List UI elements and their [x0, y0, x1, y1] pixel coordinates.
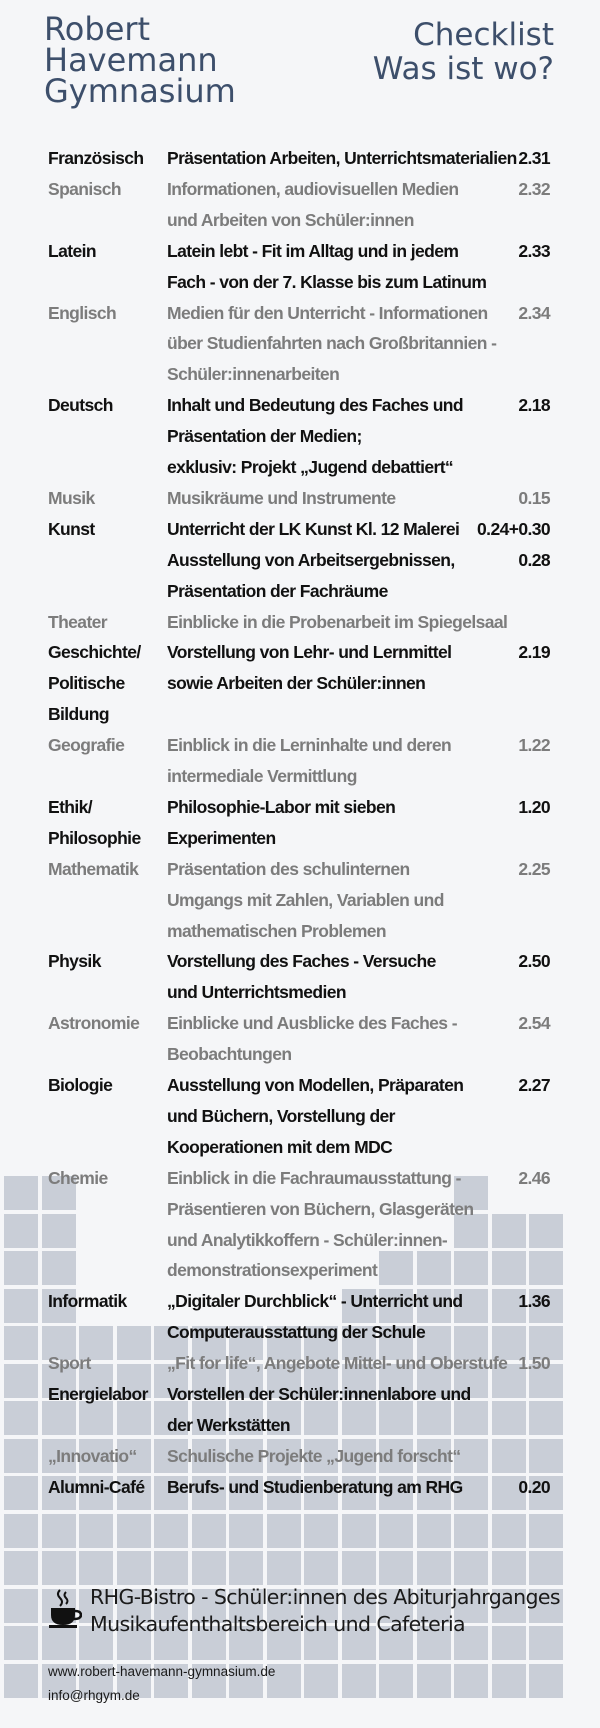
grid-square [417, 1664, 451, 1698]
room-cell: 1.22 [518, 735, 550, 756]
room-cell: 0.28 [518, 549, 550, 570]
table-row [0, 546, 600, 574]
description-cell: Medien für den Unterricht - Informationen [167, 302, 488, 323]
room-cell: 2.54 [518, 1013, 550, 1034]
table-row [0, 360, 600, 388]
grid-square [417, 1514, 451, 1548]
grid-square [229, 1551, 263, 1585]
room-cell: 0.20 [518, 1476, 550, 1497]
grid-square [454, 1551, 488, 1585]
grid-square [229, 1514, 263, 1548]
grid-square [117, 1551, 151, 1585]
room-cell: 0.15 [518, 487, 550, 508]
table-row [0, 329, 600, 357]
grid-square [42, 1626, 76, 1660]
description-cell: Vorstellen der Schüler:innenlabore und [167, 1384, 471, 1404]
grid-square [267, 1551, 301, 1585]
description-cell: Schulische Projekte „Jugend forscht“ [167, 1445, 461, 1466]
table-row [0, 268, 600, 296]
room-cell: 1.20 [518, 796, 550, 817]
grid-square [192, 1551, 226, 1585]
grid-square [4, 1626, 38, 1660]
grid-square [267, 1514, 301, 1548]
subject-cell: „Innovatio“ [48, 1445, 137, 1466]
table-row [0, 1287, 600, 1315]
grid-square [492, 1551, 526, 1585]
table-row [0, 206, 600, 234]
description-cell: Vorstellung des Faches - Versuche [167, 951, 436, 972]
table-row [0, 793, 600, 821]
grid-square [304, 1551, 338, 1585]
grid-square [342, 1551, 376, 1585]
description-cell: „Digitaler Durchblick“ - Unterricht und [167, 1291, 463, 1312]
description-cell: Umgangs mit Zahlen, Variablen und [167, 889, 444, 910]
subject-cell: Bildung [48, 704, 109, 725]
description-cell: Schüler:innenarbeiten [167, 364, 340, 385]
table-row [0, 1195, 600, 1223]
school-name-line: Havemann [44, 41, 218, 79]
description-cell: Fach - von der 7. Klasse bis zum Latinum [167, 271, 487, 292]
subject-cell: Politische [48, 673, 125, 694]
school-name [44, 10, 236, 110]
grid-square [342, 1514, 376, 1548]
grid-square [42, 1514, 76, 1548]
subject-cell: Latein [48, 240, 96, 261]
subject-cell: Englisch [48, 302, 117, 323]
bistro-line-2: Musikaufenthaltsbereich und Cafeteria [90, 1612, 465, 1636]
grid-square [4, 1551, 38, 1585]
grid-square [117, 1514, 151, 1548]
grid-square [79, 1514, 113, 1548]
description-cell: und Büchern, Vorstellung der [167, 1105, 395, 1126]
description-cell: Präsentation der Fachräume [167, 580, 388, 601]
description-cell: „Fit for life“, Angebote Mittel- und Oberstufe [167, 1353, 508, 1374]
description-cell: Ausstellung von Modellen, Präparaten [167, 1075, 464, 1095]
grid-square [4, 1664, 38, 1698]
table-row [0, 299, 600, 327]
table-row [0, 824, 600, 852]
page-title-line: Was ist wo? [372, 51, 554, 87]
table-row [0, 391, 600, 419]
room-cell: 2.34 [518, 302, 550, 323]
description-cell: über Studienfahrten nach Großbritannien - [167, 333, 497, 354]
room-cell: 2.31 [518, 148, 550, 168]
subject-cell: Physik [48, 951, 101, 972]
description-cell: Präsentation Arbeiten, Unterrichtsmaterialien [167, 148, 517, 168]
grid-square [379, 1551, 413, 1585]
bistro-text [90, 1584, 560, 1638]
description-cell: der Werkstätten [167, 1414, 290, 1435]
room-cell: 2.32 [518, 178, 550, 199]
description-cell: Musikräume und Instrumente [167, 487, 396, 508]
grid-square [154, 1551, 188, 1585]
subject-cell: Mathematik [48, 858, 139, 879]
room-cell: 2.46 [518, 1167, 550, 1188]
description-cell: mathematischen Problemen [167, 920, 387, 941]
room-cell: 2.50 [518, 951, 550, 972]
subject-cell: Geografie [48, 735, 125, 756]
subject-cell: Philosophie [48, 827, 141, 848]
grid-square [4, 1589, 38, 1623]
room-cell: 2.18 [518, 395, 550, 416]
grid-square [304, 1664, 338, 1698]
email-link[interactable]: info@rhgym.de [48, 1688, 140, 1703]
description-cell: Philosophie-Labor mit sieben [167, 796, 396, 817]
coffee-cup-icon [48, 1588, 82, 1628]
table-row [0, 1256, 600, 1284]
description-cell: Latein lebt - Fit im Alltag und in jedem [167, 240, 459, 261]
table-row [0, 1318, 600, 1346]
table-row [0, 237, 600, 265]
grid-square [529, 1551, 563, 1585]
grid-square [454, 1514, 488, 1548]
grid-square [379, 1664, 413, 1698]
description-cell: und Analytikkoffern - Schüler:innen- [167, 1229, 448, 1250]
description-cell: und Unterrichtsmedien [167, 982, 346, 1003]
table-row [0, 1442, 600, 1470]
description-cell: Einblicke und Ausblicke des Faches - [167, 1013, 457, 1034]
table-row [0, 638, 600, 666]
table-row [0, 175, 600, 203]
description-cell: Unterricht der LK Kunst Kl. 12 Malerei [167, 518, 460, 539]
grid-square [492, 1664, 526, 1698]
description-cell: intermediale Vermittlung [167, 766, 357, 786]
description-cell: Computerausstattung der Schule [167, 1322, 426, 1343]
subject-cell: Chemie [48, 1167, 108, 1188]
table-row [0, 1411, 600, 1439]
grid-square [529, 1664, 563, 1698]
subject-cell: Musik [48, 487, 95, 508]
table-row [0, 700, 600, 728]
description-cell: Experimenten [167, 827, 276, 848]
description-cell: Einblick in die Lerninhalte und deren [167, 735, 452, 756]
subject-cell: Französisch [48, 148, 144, 168]
grid-square [192, 1514, 226, 1548]
room-cell: 0.24+0.30 [477, 518, 550, 539]
table-row [0, 978, 600, 1006]
description-cell: Einblick in die Fachraumausstattung - [167, 1167, 461, 1188]
table-row [0, 1102, 600, 1130]
bistro-line-1: RHG-Bistro - Schüler:innen des Abiturjahrganges [90, 1585, 560, 1609]
description-cell: Kooperationen mit dem MDC [167, 1136, 393, 1157]
website-link[interactable]: www.robert-havemann-gymnasium.de [48, 1664, 276, 1679]
subject-cell: Spanisch [48, 178, 122, 199]
table-row [0, 1226, 600, 1254]
table-row [0, 947, 600, 975]
description-cell: Informationen, audiovisuellen Medien [167, 178, 459, 199]
grid-square [79, 1551, 113, 1585]
table-row [0, 669, 600, 697]
table-row [0, 608, 600, 636]
table-row [0, 453, 600, 481]
table-row [0, 1040, 600, 1068]
subject-cell: Theater [48, 611, 108, 632]
table-row [0, 515, 600, 543]
table-row [0, 422, 600, 450]
subject-cell: Deutsch [48, 395, 113, 416]
grid-square [304, 1514, 338, 1548]
subject-cell: Geschichte/ [48, 642, 141, 663]
description-cell: Inhalt und Bedeutung des Faches und [167, 395, 463, 416]
table-row [0, 1164, 600, 1192]
room-cell: 2.33 [518, 240, 550, 261]
page-title-line: Checklist [413, 17, 554, 53]
table-row [0, 1071, 600, 1099]
grid-square [4, 1514, 38, 1548]
description-cell: Einblicke in die Probenarbeit im Spiegelsaal [167, 611, 508, 632]
table-row [0, 1380, 600, 1408]
room-cell: 1.36 [518, 1291, 550, 1312]
grid-square [342, 1664, 376, 1698]
subject-cell: Informatik [48, 1291, 127, 1312]
description-cell: und Arbeiten von Schüler:innen [167, 209, 414, 230]
description-cell: Präsentation des schulinternen [167, 858, 410, 879]
page-title [373, 18, 554, 86]
table-row [0, 1009, 600, 1037]
description-cell: Präsentieren von Büchern, Glasgeräten [167, 1198, 474, 1219]
description-cell: Ausstellung von Arbeitsergebnissen, [167, 549, 455, 570]
description-cell: Präsentation der Medien; [167, 426, 362, 447]
subject-cell: Ethik/ [48, 796, 93, 817]
room-cell: 2.27 [518, 1075, 550, 1095]
grid-square [492, 1514, 526, 1548]
table-row [0, 1473, 600, 1501]
subject-cell: Alumni-Café [48, 1476, 145, 1497]
school-name-line: Gymnasium [44, 72, 236, 110]
grid-square [454, 1664, 488, 1698]
subject-cell: Sport [48, 1353, 91, 1374]
description-cell: Vorstellung von Lehr- und Lernmittel [167, 642, 452, 663]
room-cell: 1.50 [518, 1353, 550, 1374]
grid-square [42, 1551, 76, 1585]
table-row [0, 762, 600, 790]
description-cell: demonstrationsexperiment [167, 1260, 378, 1281]
school-name-line: Robert [44, 10, 151, 48]
description-cell: exklusiv: Projekt „Jugend debattiert“ [167, 457, 454, 477]
grid-square [379, 1514, 413, 1548]
grid-square [417, 1551, 451, 1585]
grid-square [154, 1514, 188, 1548]
table-row [0, 484, 600, 512]
description-cell: Beobachtungen [167, 1044, 292, 1065]
table-row [0, 577, 600, 605]
table-row [0, 917, 600, 945]
subject-cell: Biologie [48, 1075, 113, 1095]
table-row [0, 1349, 600, 1377]
description-cell: Berufs- und Studienberatung am RHG [167, 1476, 463, 1497]
table-row [0, 855, 600, 883]
description-cell: sowie Arbeiten der Schüler:innen [167, 673, 426, 694]
room-cell: 2.25 [518, 858, 550, 879]
subject-cell: Astronomie [48, 1013, 140, 1034]
grid-square [529, 1514, 563, 1548]
subject-cell: Energielabor [48, 1384, 148, 1404]
subject-cell: Kunst [48, 518, 95, 539]
table-row [0, 731, 600, 759]
table-row [0, 144, 600, 172]
table-row [0, 886, 600, 914]
table-row [0, 1133, 600, 1161]
room-cell: 2.19 [518, 642, 550, 663]
